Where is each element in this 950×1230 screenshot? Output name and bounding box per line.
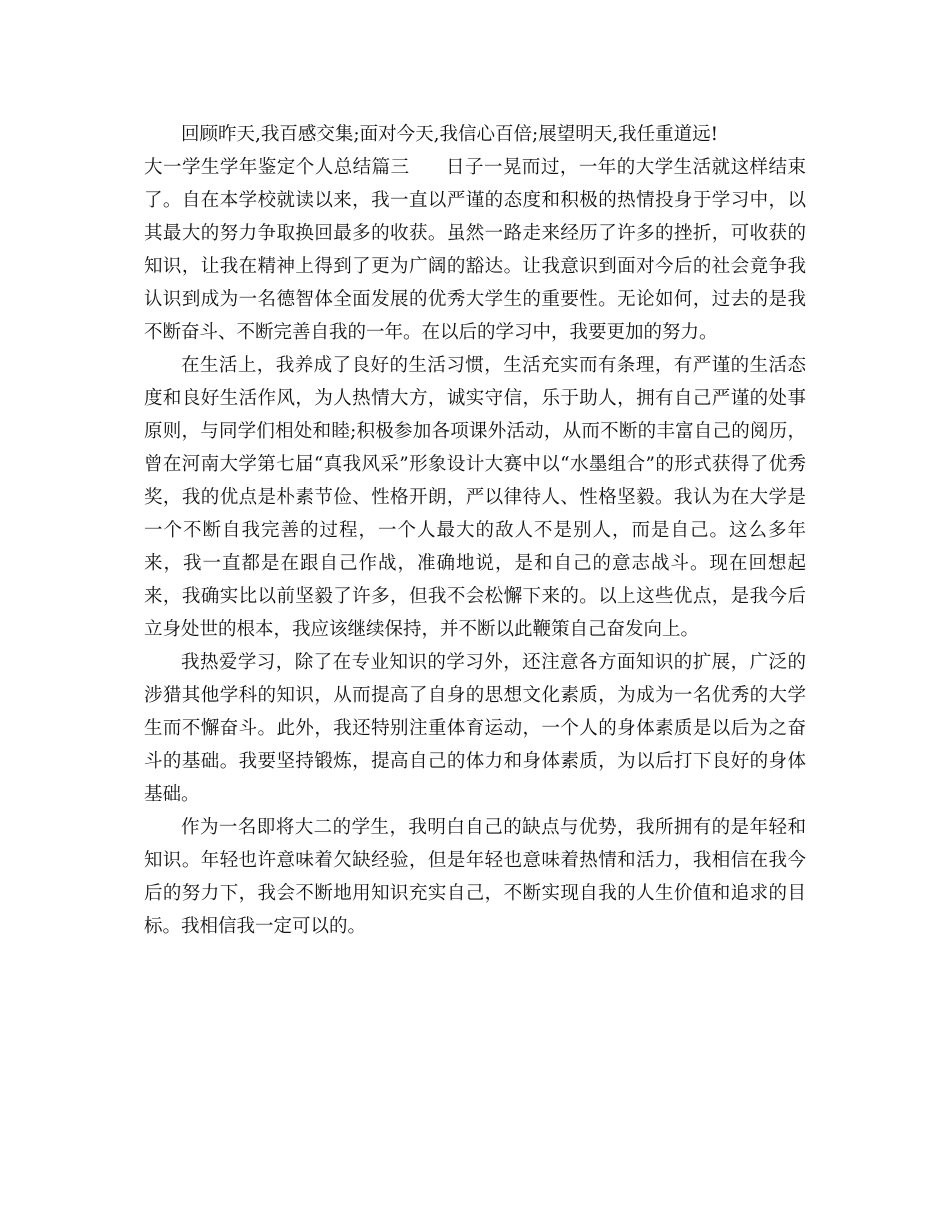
document-body bbox=[144, 118, 806, 943]
section-paragraph-1 bbox=[144, 151, 806, 349]
paragraph-4: 作为一名即将大二的学生，我明白自己的缺点与优势，我所拥有的是年轻和知识。年轻也许意味着欠缺经验，但是年轻也意味着热情和活力，我相信在我今后的努力下，我会不断地用知识充实自己，不断实现自我的人生价值和追求的目标。我相信我一定可以的。 bbox=[144, 817, 806, 937]
intro-line: 回顾昨天,我百感交集;面对今天,我信心百倍;展望明天,我任重道远! bbox=[181, 124, 719, 145]
paragraph-2: 在生活上，我养成了良好的生活习惯，生活充实而有条理，有严谨的生活态度和良好生活作风，为人热情大方，诚实守信，乐于助人，拥有自己严谨的处事原则，与同学们相处和睦;积极参加各项课外活动，从而不断的丰富自己的阅历，曾在河南大学第七届“真我风采”形象设计大赛中以“水墨组合”的形式获得了优秀奖，我的优点是朴素节俭、性格开朗，严以律待人、性格坚毅。我认为在大学是一个不断自我完善的过程，一个人最大的敌人不是别人，而是自己。这么多年来，我一直都是在跟自己作战，准确地说，是和自己的意志战斗。现在回想起来，我确实比以前坚毅了许多，但我不会松懈下来的。以上这些优点，是我今后立身处世的根本，我应该继续保持，并不断以此鞭策自己奋发向上。 bbox=[144, 355, 806, 640]
paragraph-3: 我热爱学习，除了在专业知识的学习外，还注意各方面知识的扩展，广泛的涉猎其他学科的知识，从而提高了自身的思想文化素质，为成为一名优秀的大学生而不懈奋斗。此外，我还特别注重体育运动，一个人的身体素质是以后为之奋斗的基础。我要坚持锻炼，提高自己的体力和身体素质，为以后打下良好的身体基础。 bbox=[144, 652, 806, 805]
section-heading: 大一学生学年鉴定个人总结篇三 bbox=[144, 157, 410, 178]
paragraph-1-text: 日子一晃而过，一年的大学生活就这样结束了。自在本学校就读以来，我一直以严谨的态度和积极的热情投身于学习中，以其最大的努力争取换回最多的收获。虽然一路走来经历了许多的挫折，可收获的知识，让我在精神上得到了更为广阔的豁达。让我意识到面对今后的社会竟争我认识到成为一名德智体全面发展的优秀大学生的重要性。无论如何，过去的是我不断奋斗、不断完善自我的一年。在以后的学习中，我要更加的努力。 bbox=[144, 157, 806, 343]
